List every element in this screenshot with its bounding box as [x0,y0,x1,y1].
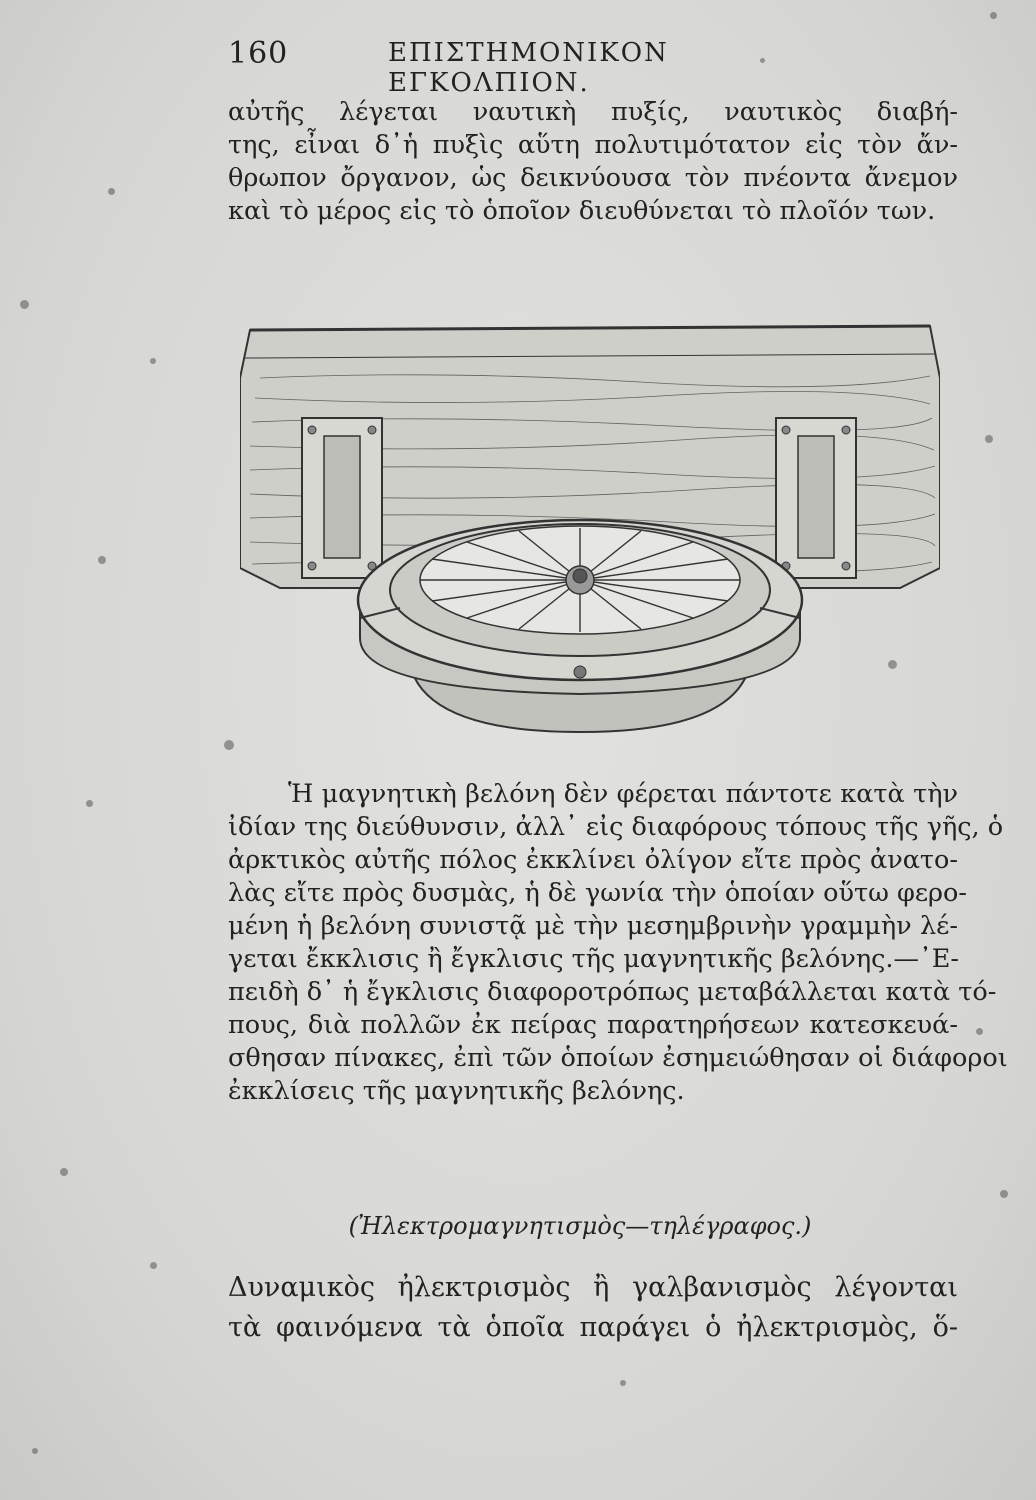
text-line: γεται ἔκκλισις ἢ ἔγκλισις τῆς μαγνητικῆς βελόνης.—᾽Ε- [228,944,959,974]
print-speck [224,740,234,750]
print-speck [98,556,106,564]
print-speck [1000,1190,1008,1198]
text-line: Ἡ μαγνητικὴ βελόνη δὲν φέρεται πάντοτε κατὰ τὴν [288,779,958,809]
print-speck [150,358,156,364]
text-line: ἰδίαν της διεύθυνσιν, ἀλλ᾽ εἰς διαφόρους τόπους τῆς γῆς, ὁ [228,812,1004,842]
text-line: πειδὴ δ᾽ ἡ ἔγκλισις διαφοροτρόπως μεταβάλλεται κατὰ τό- [228,977,997,1007]
text-line: θρωπον ὄργανον, ὡς δεικνύουσα τὸν πνέοντα ἄνεμον [228,163,958,193]
text-line: αὐτῆς λέγεται ναυτικὴ πυξίς, ναυτικὸς διαβή- [228,97,958,127]
paragraph-2 [228,778,1008,1108]
page-number: 160 [228,36,289,71]
print-speck [990,12,997,19]
text-line: της, εἶναι δ᾽ἡ πυξὶς αὕτη πολυτιμότατον εἰς τὸν ἄν- [228,130,958,160]
text-line: ἀρκτικὸς αὐτῆς πόλος ἐκκλίνει ὀλίγον εἴτε πρὸς ἀνατο- [228,845,958,875]
paragraph-3 [228,1268,958,1348]
text-line: μένη ἡ βελόνη συνιστᾷ μὲ τὴν μεσημβρινὴν γραμμὴν λέ- [228,911,958,941]
print-speck [108,188,115,195]
text-line: καὶ τὸ μέρος εἰς τὸ ὁποῖον διευθύνεται τὸ πλοῖόν των. [228,196,936,226]
print-speck [60,1168,68,1176]
print-speck [976,1028,983,1035]
text-line: Δυναμικὸς ἠλεκτρισμὸς ἢ γαλβανισμὸς λέγονται [228,1272,958,1303]
text-line: λὰς εἴτε πρὸς δυσμὰς, ἡ δὲ γωνία τὴν ὁποίαν οὕτω φερο- [228,878,967,908]
paragraph-1 [228,96,958,228]
print-speck [32,1448,38,1454]
print-speck [620,1380,626,1386]
section-caption: (Ἠλεκτρομαγνητισμὸς—τηλέγραφος.) [348,1212,812,1240]
text-line: σθησαν πίνακες, ἐπὶ τῶν ὁποίων ἐσημειώθησαν οἱ διάφοροι [228,1043,1008,1073]
print-speck [20,300,29,309]
text-line: τὰ φαινόμενα τὰ ὁποῖα παράγει ὁ ἠλεκτρισμὸς, ὅ- [228,1312,958,1343]
ship-compass-engraving-icon [240,318,940,738]
page-header [228,36,788,98]
print-speck [985,435,993,443]
print-speck [150,1262,157,1269]
text-line: πους, διὰ πολλῶν ἐκ πείρας παρατηρήσεων κατεσκευά- [228,1010,958,1040]
running-title: ΕΠΙΣΤΗΜΟΝΙΚΟΝ ΕΓΚΟΛΠΙΟΝ. [388,38,669,98]
print-speck [86,800,93,807]
text-line: ἐκκλίσεις τῆς μαγνητικῆς βελόνης. [228,1076,685,1106]
